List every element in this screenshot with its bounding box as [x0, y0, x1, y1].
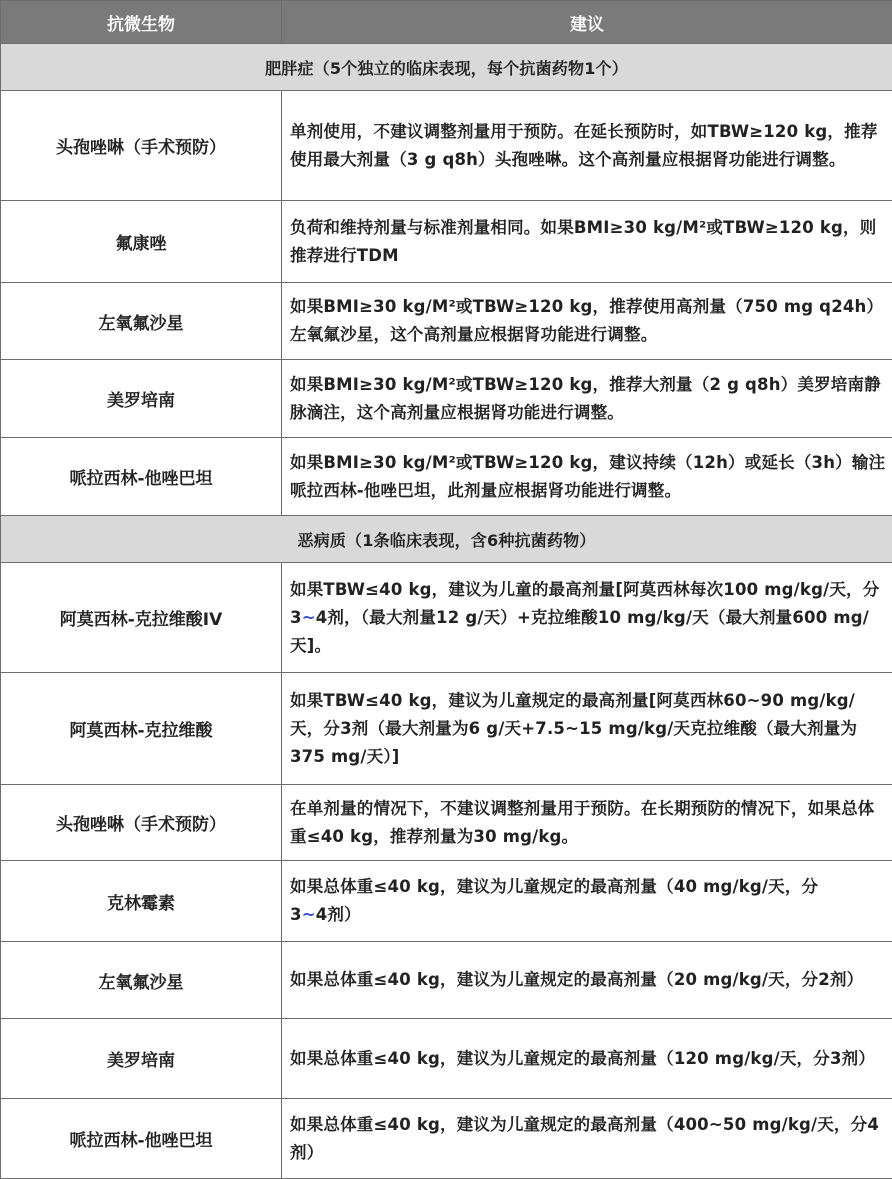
drug-name: 美罗培南 — [1, 1019, 282, 1099]
drug-name: 头孢唑啉（手术预防） — [1, 91, 282, 201]
recommendation-text — [282, 861, 892, 942]
section-row-cachexia — [1, 516, 892, 563]
table-row — [1, 861, 892, 942]
section-title: 肥胖症（5个独立的临床表现，每个抗菌药物1个） — [1, 44, 892, 91]
drug-name: 氟康唑 — [1, 201, 282, 283]
section-row-obesity — [1, 44, 892, 91]
drug-name: 左氧氟沙星 — [1, 942, 282, 1019]
table-row — [1, 785, 892, 861]
recommendation-text: 如果BMI≥30 kg/M²或TBW≥120 kg，建议持续（12h）或延长（3h）输注哌拉西林-他唑巴坦，此剂量应根据肾功能进行调整。 — [282, 438, 892, 516]
tilde-mark: ~ — [302, 608, 316, 627]
recommendation-text-part: 4剂） — [316, 905, 361, 924]
recommendation-text: 如果总体重≤40 kg，建议为儿童规定的最高剂量（400~50 mg/kg/天，分4剂） — [282, 1099, 892, 1179]
recommendation-text: 如果BMI≥30 kg/M²或TBW≥120 kg，推荐大剂量（2 g q8h）美罗培南静脉滴注，这个高剂量应根据肾功能进行调整。 — [282, 360, 892, 438]
recommendation-text — [282, 563, 892, 673]
drug-name: 阿莫西林-克拉维酸 — [1, 673, 282, 785]
drug-name: 左氧氟沙星 — [1, 283, 282, 360]
drug-name: 阿莫西林-克拉维酸IV — [1, 563, 282, 673]
drug-name: 美罗培南 — [1, 360, 282, 438]
recommendation-text-part: 如果TBW≤40 kg，建议为儿童的最高剂量[阿莫西林每次100 mg/kg/天，分3 — [290, 580, 879, 627]
table-row — [1, 1099, 892, 1179]
table-row — [1, 201, 892, 283]
table-row — [1, 1019, 892, 1099]
section-title: 恶病质（1条临床表现，含6种抗菌药物） — [1, 516, 892, 563]
recommendation-text: 负荷和维持剂量与标准剂量相同。如果BMI≥30 kg/M²或TBW≥120 kg，则推荐进行TDM — [282, 201, 892, 283]
tilde-mark: ~ — [302, 905, 316, 924]
recommendation-text: 如果总体重≤40 kg，建议为儿童规定的最高剂量（120 mg/kg/天，分3剂） — [282, 1019, 892, 1099]
header-antimicrobial: 抗微生物 — [1, 1, 282, 44]
recommendation-text: 如果总体重≤40 kg，建议为儿童规定的最高剂量（20 mg/kg/天，分2剂） — [282, 942, 892, 1019]
drug-name: 头孢唑啉（手术预防） — [1, 785, 282, 861]
drug-name: 克林霉素 — [1, 861, 282, 942]
table-row — [1, 91, 892, 201]
recommendation-text-part: 4剂，（最大剂量12 g/天）+克拉维酸10 mg/kg/天（最大剂量600 mg/天]。 — [290, 608, 869, 655]
table-row — [1, 360, 892, 438]
table-header-row — [1, 1, 892, 44]
table-row — [1, 673, 892, 785]
table-row — [1, 563, 892, 673]
table-row — [1, 438, 892, 516]
recommendation-text: 如果TBW≤40 kg，建议为儿童规定的最高剂量[阿莫西林60~90 mg/kg/天，分3剂（最大剂量为6 g/天+7.5~15 mg/kg/天克拉维酸（最大剂量为375 mg/天）] — [282, 673, 892, 785]
recommendation-text: 单剂使用，不建议调整剂量用于预防。在延长预防时，如TBW≥120 kg，推荐使用最大剂量（3 g q8h）头孢唑啉。这个高剂量应根据肾功能进行调整。 — [282, 91, 892, 201]
drug-name: 哌拉西林-他唑巴坦 — [1, 1099, 282, 1179]
recommendation-text: 如果BMI≥30 kg/M²或TBW≥120 kg，推荐使用高剂量（750 mg q24h）左氧氟沙星，这个高剂量应根据肾功能进行调整。 — [282, 283, 892, 360]
table-row — [1, 942, 892, 1019]
recommendation-text: 在单剂量的情况下，不建议调整剂量用于预防。在长期预防的情况下，如果总体重≤40 kg，推荐剂量为30 mg/kg。 — [282, 785, 892, 861]
header-recommendation: 建议 — [282, 1, 892, 44]
table-row — [1, 283, 892, 360]
recommendation-text-part: 如果总体重≤40 kg，建议为儿童规定的最高剂量（40 mg/kg/天，分3 — [290, 877, 818, 924]
drug-name: 哌拉西林-他唑巴坦 — [1, 438, 282, 516]
